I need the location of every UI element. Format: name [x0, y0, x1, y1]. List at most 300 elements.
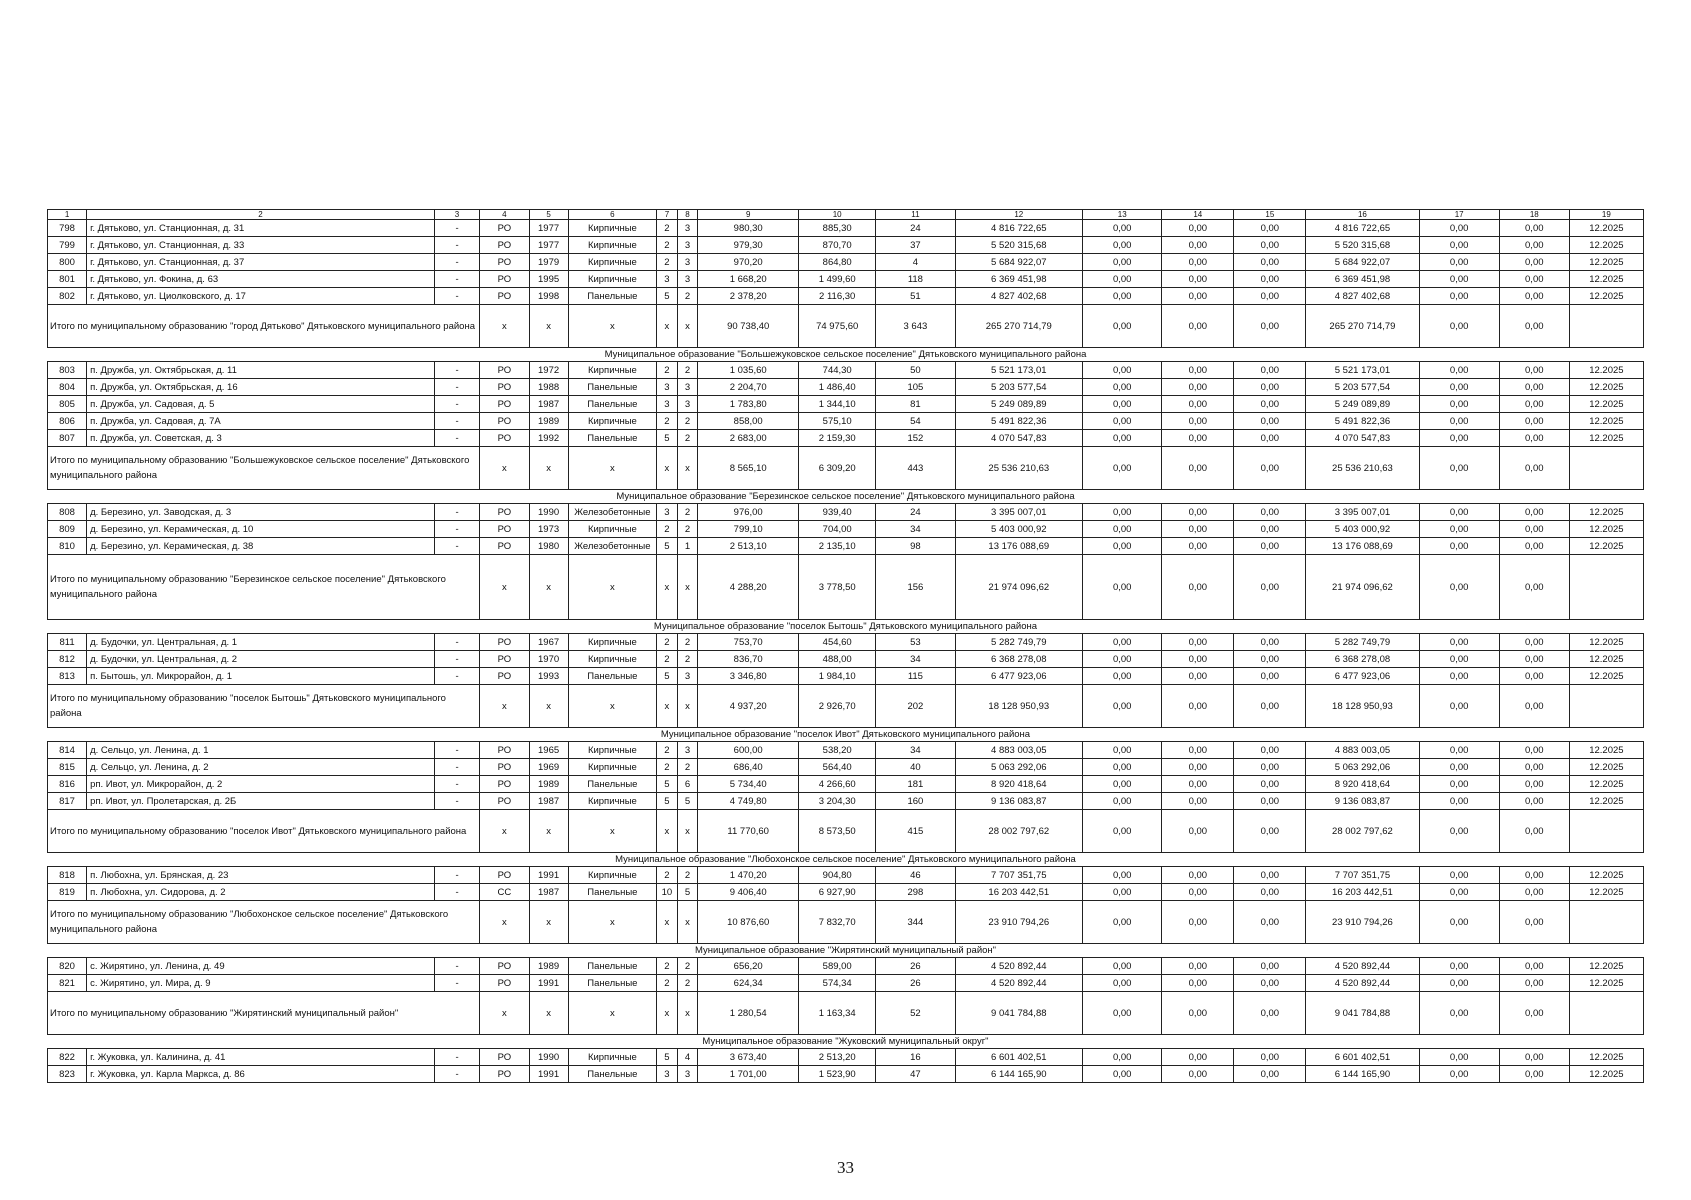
table-cell: 0,00 — [1234, 237, 1306, 254]
table-cell: - — [434, 776, 479, 793]
table-cell: 3 395 007,01 — [955, 504, 1083, 521]
table-cell: 5 — [657, 430, 678, 447]
table-row — [48, 651, 1644, 668]
table-cell: 0,00 — [1419, 362, 1499, 379]
table-cell: 2 — [657, 634, 678, 651]
table-cell: 1991 — [529, 975, 568, 992]
table-cell: 2 — [677, 867, 698, 884]
table-cell: 4 827 402,68 — [955, 288, 1083, 305]
total-cell: 21 974 096,62 — [955, 555, 1083, 620]
table-cell: 0,00 — [1162, 884, 1234, 901]
table-cell: 814 — [48, 742, 87, 759]
table-cell: 6 601 402,51 — [1306, 1049, 1419, 1066]
table-cell: 819 — [48, 884, 87, 901]
table-cell: 2 — [657, 975, 678, 992]
table-cell: РО — [480, 396, 529, 413]
total-cell: 7 832,70 — [799, 901, 876, 944]
total-cell: x — [480, 810, 529, 853]
table-cell: 1993 — [529, 668, 568, 685]
table-cell: 6 144 165,90 — [955, 1066, 1083, 1083]
total-cell: x — [480, 992, 529, 1035]
table-cell: 1995 — [529, 271, 568, 288]
table-cell: 6 368 278,08 — [955, 651, 1083, 668]
table-cell: 4 520 892,44 — [955, 975, 1083, 992]
section-title: Муниципальное образование "поселок Ивот" Дятьковского муниципального района — [48, 728, 1644, 742]
table-cell: 34 — [876, 651, 955, 668]
table-row — [48, 237, 1644, 254]
register-body — [48, 210, 1644, 1083]
table-cell: 0,00 — [1234, 538, 1306, 555]
table-cell: 0,00 — [1234, 362, 1306, 379]
page-number: 33 — [837, 1158, 854, 1177]
total-row — [48, 810, 1644, 853]
table-cell: 12.2025 — [1569, 504, 1643, 521]
table-cell: 152 — [876, 430, 955, 447]
table-cell: 5 282 749,79 — [1306, 634, 1419, 651]
table-cell: 2 — [677, 521, 698, 538]
table-cell: 807 — [48, 430, 87, 447]
column-number: 2 — [87, 210, 435, 220]
column-number: 11 — [876, 210, 955, 220]
total-label: Итого по муниципальному образованию "Жирятинский муниципальный район" — [48, 992, 480, 1035]
total-cell: 25 536 210,63 — [1306, 447, 1419, 490]
table-cell: 1 668,20 — [698, 271, 799, 288]
total-cell: x — [529, 685, 568, 728]
table-cell: Панельные — [568, 958, 656, 975]
column-number: 14 — [1162, 210, 1234, 220]
table-row — [48, 379, 1644, 396]
table-cell: 1 701,00 — [698, 1066, 799, 1083]
table-row — [48, 254, 1644, 271]
table-cell: 3 204,30 — [799, 793, 876, 810]
table-cell: РО — [480, 958, 529, 975]
table-cell: 1970 — [529, 651, 568, 668]
table-cell: 0,00 — [1083, 884, 1162, 901]
table-cell: - — [434, 1049, 479, 1066]
table-cell: 181 — [876, 776, 955, 793]
total-cell: 28 002 797,62 — [955, 810, 1083, 853]
table-cell: 0,00 — [1499, 651, 1569, 668]
total-cell: 0,00 — [1083, 992, 1162, 1035]
table-cell: 0,00 — [1234, 651, 1306, 668]
table-cell: 4 883 003,05 — [1306, 742, 1419, 759]
table-cell: РО — [480, 271, 529, 288]
total-cell: 18 128 950,93 — [955, 685, 1083, 728]
total-cell: 0,00 — [1234, 555, 1306, 620]
table-cell: 5 203 577,54 — [955, 379, 1083, 396]
table-cell: - — [434, 413, 479, 430]
table-cell: 0,00 — [1162, 958, 1234, 975]
table-cell: 704,00 — [799, 521, 876, 538]
table-cell: 0,00 — [1499, 668, 1569, 685]
table-cell: 0,00 — [1419, 742, 1499, 759]
table-cell: 0,00 — [1419, 975, 1499, 992]
table-cell: 10 — [657, 884, 678, 901]
table-cell: Кирпичные — [568, 1049, 656, 1066]
table-cell: п. Дружба, ул. Октябрьская, д. 11 — [87, 362, 435, 379]
table-cell: 0,00 — [1083, 504, 1162, 521]
column-number: 16 — [1306, 210, 1419, 220]
table-cell: 2 — [657, 521, 678, 538]
table-cell: Кирпичные — [568, 413, 656, 430]
column-number: 9 — [698, 210, 799, 220]
total-cell: 0,00 — [1499, 901, 1569, 944]
table-cell: 0,00 — [1499, 867, 1569, 884]
table-cell: 1987 — [529, 793, 568, 810]
total-cell: 443 — [876, 447, 955, 490]
table-cell: - — [434, 220, 479, 237]
total-cell: x — [677, 685, 698, 728]
table-cell: 1989 — [529, 413, 568, 430]
total-row — [48, 685, 1644, 728]
table-row — [48, 793, 1644, 810]
section-row — [48, 490, 1644, 504]
column-number: 17 — [1419, 210, 1499, 220]
table-cell: Кирпичные — [568, 651, 656, 668]
table-cell: Панельные — [568, 379, 656, 396]
total-cell: x — [568, 685, 656, 728]
table-cell: 6 144 165,90 — [1306, 1066, 1419, 1083]
table-cell: 0,00 — [1162, 379, 1234, 396]
total-row — [48, 992, 1644, 1035]
table-cell: 0,00 — [1083, 668, 1162, 685]
table-cell: 1988 — [529, 379, 568, 396]
table-cell: 8 920 418,64 — [955, 776, 1083, 793]
table-cell: 12.2025 — [1569, 651, 1643, 668]
total-cell: x — [657, 992, 678, 1035]
table-cell: 0,00 — [1083, 1066, 1162, 1083]
total-cell: 0,00 — [1499, 555, 1569, 620]
table-cell: 12.2025 — [1569, 271, 1643, 288]
table-cell: 0,00 — [1499, 220, 1569, 237]
table-cell: 0,00 — [1083, 634, 1162, 651]
table-row — [48, 271, 1644, 288]
total-cell — [1569, 305, 1643, 348]
table-cell: 0,00 — [1234, 379, 1306, 396]
table-cell: Панельные — [568, 430, 656, 447]
table-cell: 0,00 — [1419, 867, 1499, 884]
table-cell: РО — [480, 634, 529, 651]
table-cell: 12.2025 — [1569, 413, 1643, 430]
table-cell: 5 491 822,36 — [955, 413, 1083, 430]
total-cell — [1569, 810, 1643, 853]
total-cell: 0,00 — [1162, 555, 1234, 620]
table-cell: 3 346,80 — [698, 668, 799, 685]
total-cell: 0,00 — [1234, 810, 1306, 853]
table-cell: 885,30 — [799, 220, 876, 237]
table-cell: 24 — [876, 220, 955, 237]
table-cell: 0,00 — [1083, 379, 1162, 396]
table-cell: 1 — [677, 538, 698, 555]
table-cell: 0,00 — [1234, 1049, 1306, 1066]
table-cell: 0,00 — [1234, 975, 1306, 992]
table-cell: 804 — [48, 379, 87, 396]
table-cell: 976,00 — [698, 504, 799, 521]
table-cell: 1991 — [529, 867, 568, 884]
table-cell: - — [434, 958, 479, 975]
table-cell: 12.2025 — [1569, 362, 1643, 379]
total-cell: 21 974 096,62 — [1306, 555, 1419, 620]
table-cell: 6 477 923,06 — [1306, 668, 1419, 685]
table-cell: 12.2025 — [1569, 254, 1643, 271]
table-cell: Панельные — [568, 396, 656, 413]
table-cell: 0,00 — [1499, 237, 1569, 254]
table-cell: 0,00 — [1419, 776, 1499, 793]
table-cell: 0,00 — [1499, 430, 1569, 447]
table-cell: 0,00 — [1499, 271, 1569, 288]
table-cell: 3 — [677, 254, 698, 271]
column-number: 13 — [1083, 210, 1162, 220]
table-cell: 0,00 — [1162, 237, 1234, 254]
table-cell: 6 369 451,98 — [1306, 271, 1419, 288]
table-cell: 0,00 — [1162, 271, 1234, 288]
table-cell: 0,00 — [1083, 651, 1162, 668]
table-cell: 4 — [876, 254, 955, 271]
table-cell: 0,00 — [1083, 867, 1162, 884]
table-cell: д. Березино, ул. Керамическая, д. 10 — [87, 521, 435, 538]
table-cell: 0,00 — [1234, 668, 1306, 685]
table-cell: 575,10 — [799, 413, 876, 430]
table-cell: 801 — [48, 271, 87, 288]
section-title: Муниципальное образование "Любохонское сельское поселение" Дятьковского муниципального района — [48, 853, 1644, 867]
table-cell: 0,00 — [1419, 521, 1499, 538]
table-cell: рп. Ивот, ул. Микрорайон, д. 2 — [87, 776, 435, 793]
table-cell: 0,00 — [1419, 237, 1499, 254]
table-cell: 0,00 — [1083, 538, 1162, 555]
table-cell: 9 136 083,87 — [1306, 793, 1419, 810]
table-cell: 298 — [876, 884, 955, 901]
total-cell: 0,00 — [1419, 685, 1499, 728]
table-cell: 5 684 922,07 — [955, 254, 1083, 271]
table-cell: - — [434, 288, 479, 305]
table-cell: 0,00 — [1162, 759, 1234, 776]
total-cell: x — [657, 901, 678, 944]
total-cell — [1569, 447, 1643, 490]
table-cell: 864,80 — [799, 254, 876, 271]
total-cell: 415 — [876, 810, 955, 853]
table-cell: Панельные — [568, 776, 656, 793]
table-cell: с. Жирятино, ул. Ленина, д. 49 — [87, 958, 435, 975]
table-cell: 4 266,60 — [799, 776, 876, 793]
table-cell: 2 159,30 — [799, 430, 876, 447]
table-cell: - — [434, 396, 479, 413]
table-cell: 818 — [48, 867, 87, 884]
section-row — [48, 944, 1644, 958]
table-cell: 12.2025 — [1569, 958, 1643, 975]
table-cell: 0,00 — [1234, 271, 1306, 288]
table-cell: 3 — [657, 396, 678, 413]
total-cell: 3 778,50 — [799, 555, 876, 620]
table-cell: 5 063 292,06 — [1306, 759, 1419, 776]
table-cell: 2 204,70 — [698, 379, 799, 396]
table-cell: 4 816 722,65 — [1306, 220, 1419, 237]
total-cell: x — [677, 810, 698, 853]
table-row — [48, 958, 1644, 975]
table-cell: п. Любохна, ул. Сидорова, д. 2 — [87, 884, 435, 901]
table-row — [48, 413, 1644, 430]
column-number: 5 — [529, 210, 568, 220]
total-cell: 0,00 — [1083, 901, 1162, 944]
table-cell: 51 — [876, 288, 955, 305]
table-cell: 1 984,10 — [799, 668, 876, 685]
table-cell: 810 — [48, 538, 87, 555]
table-cell: Кирпичные — [568, 742, 656, 759]
table-cell: 0,00 — [1419, 651, 1499, 668]
table-cell: 0,00 — [1234, 776, 1306, 793]
table-cell: 3 — [677, 237, 698, 254]
total-cell: 25 536 210,63 — [955, 447, 1083, 490]
table-cell: СС — [480, 884, 529, 901]
table-cell: 0,00 — [1234, 884, 1306, 901]
table-cell: 2 — [657, 958, 678, 975]
table-cell: 0,00 — [1083, 413, 1162, 430]
table-cell: РО — [480, 220, 529, 237]
table-cell: 0,00 — [1499, 521, 1569, 538]
table-cell: 3 — [677, 220, 698, 237]
table-cell: 2 378,20 — [698, 288, 799, 305]
total-cell: x — [568, 901, 656, 944]
table-cell: Кирпичные — [568, 867, 656, 884]
table-cell: 26 — [876, 975, 955, 992]
table-cell: Панельные — [568, 1066, 656, 1083]
table-cell: п. Дружба, ул. Садовая, д. 7А — [87, 413, 435, 430]
table-cell: 0,00 — [1083, 396, 1162, 413]
table-cell: 0,00 — [1419, 396, 1499, 413]
total-cell: 0,00 — [1083, 447, 1162, 490]
table-row — [48, 634, 1644, 651]
table-row — [48, 867, 1644, 884]
table-cell: г. Дятьково, ул. Циолковского, д. 17 — [87, 288, 435, 305]
table-cell: 0,00 — [1234, 958, 1306, 975]
table-row — [48, 884, 1644, 901]
total-cell: x — [568, 810, 656, 853]
table-cell: 0,00 — [1419, 1066, 1499, 1083]
table-cell: 37 — [876, 237, 955, 254]
table-cell: Кирпичные — [568, 254, 656, 271]
table-cell: 1965 — [529, 742, 568, 759]
section-row — [48, 620, 1644, 634]
table-cell: 600,00 — [698, 742, 799, 759]
table-cell: 0,00 — [1419, 504, 1499, 521]
table-cell: 0,00 — [1419, 634, 1499, 651]
table-cell: - — [434, 271, 479, 288]
total-cell: 3 643 — [876, 305, 955, 348]
table-cell: 0,00 — [1419, 958, 1499, 975]
table-cell: 5 249 089,89 — [1306, 396, 1419, 413]
total-cell: 0,00 — [1499, 305, 1569, 348]
table-cell: Кирпичные — [568, 237, 656, 254]
table-cell: 1990 — [529, 1049, 568, 1066]
total-cell: 0,00 — [1234, 447, 1306, 490]
table-cell: РО — [480, 430, 529, 447]
total-cell: 265 270 714,79 — [955, 305, 1083, 348]
table-cell: 0,00 — [1499, 958, 1569, 975]
column-number: 15 — [1234, 210, 1306, 220]
table-cell: 816 — [48, 776, 87, 793]
total-label: Итого по муниципальному образованию "Большежуковское сельское поселение" Дятьковского муниципального района — [48, 447, 480, 490]
table-cell: 3 395 007,01 — [1306, 504, 1419, 521]
total-cell: 0,00 — [1162, 447, 1234, 490]
table-cell: 0,00 — [1162, 1066, 1234, 1083]
table-cell: РО — [480, 538, 529, 555]
table-cell: - — [434, 430, 479, 447]
table-cell: 12.2025 — [1569, 1066, 1643, 1083]
table-cell: 5 203 577,54 — [1306, 379, 1419, 396]
table-cell: 823 — [48, 1066, 87, 1083]
table-cell: 0,00 — [1083, 1049, 1162, 1066]
table-cell: 12.2025 — [1569, 884, 1643, 901]
total-cell: x — [568, 305, 656, 348]
table-cell: 0,00 — [1083, 220, 1162, 237]
total-cell: x — [657, 447, 678, 490]
table-cell: 12.2025 — [1569, 538, 1643, 555]
table-cell: 6 369 451,98 — [955, 271, 1083, 288]
table-cell: 40 — [876, 759, 955, 776]
total-cell: x — [480, 555, 529, 620]
table-cell: 5 — [657, 793, 678, 810]
table-cell: 98 — [876, 538, 955, 555]
table-cell: 0,00 — [1162, 668, 1234, 685]
table-cell: 1973 — [529, 521, 568, 538]
table-cell: 5 — [657, 776, 678, 793]
total-label: Итого по муниципальному образованию "поселок Ивот" Дятьковского муниципального района — [48, 810, 480, 853]
table-cell: 5 520 315,68 — [1306, 237, 1419, 254]
table-cell: 2 — [657, 413, 678, 430]
table-cell: 6 477 923,06 — [955, 668, 1083, 685]
table-cell: 970,20 — [698, 254, 799, 271]
table-cell: 1977 — [529, 237, 568, 254]
table-cell: Панельные — [568, 668, 656, 685]
table-cell: п. Дружба, ул. Октябрьская, д. 16 — [87, 379, 435, 396]
total-cell: 0,00 — [1499, 447, 1569, 490]
table-cell: 0,00 — [1162, 742, 1234, 759]
table-cell: 13 176 088,69 — [955, 538, 1083, 555]
table-cell: - — [434, 867, 479, 884]
table-cell: 2 — [677, 362, 698, 379]
table-cell: г. Жуковка, ул. Карла Маркса, д. 86 — [87, 1066, 435, 1083]
table-cell: 0,00 — [1499, 362, 1569, 379]
total-cell: 74 975,60 — [799, 305, 876, 348]
table-cell: 1991 — [529, 1066, 568, 1083]
table-cell: 2 — [677, 958, 698, 975]
table-cell: 808 — [48, 504, 87, 521]
table-cell: - — [434, 1066, 479, 1083]
table-cell: РО — [480, 867, 529, 884]
table-cell: 0,00 — [1162, 220, 1234, 237]
table-cell: 0,00 — [1162, 413, 1234, 430]
table-cell: 809 — [48, 521, 87, 538]
table-cell: РО — [480, 668, 529, 685]
table-cell: д. Сельцо, ул. Ленина, д. 2 — [87, 759, 435, 776]
total-row — [48, 901, 1644, 944]
table-cell: 624,34 — [698, 975, 799, 992]
table-cell: с. Жирятино, ул. Мира, д. 9 — [87, 975, 435, 992]
total-cell: 9 041 784,88 — [1306, 992, 1419, 1035]
table-cell: 5 — [657, 288, 678, 305]
table-cell: 2 — [677, 288, 698, 305]
table-row — [48, 362, 1644, 379]
table-cell: 904,80 — [799, 867, 876, 884]
table-cell: 5 063 292,06 — [955, 759, 1083, 776]
table-cell: 2 — [657, 759, 678, 776]
table-cell: 858,00 — [698, 413, 799, 430]
total-label: Итого по муниципальному образованию "поселок Бытошь" Дятьковского муниципального района — [48, 685, 480, 728]
table-cell: 1992 — [529, 430, 568, 447]
total-cell: 23 910 794,26 — [1306, 901, 1419, 944]
total-cell: x — [677, 992, 698, 1035]
total-cell: x — [480, 447, 529, 490]
table-cell: 0,00 — [1162, 362, 1234, 379]
